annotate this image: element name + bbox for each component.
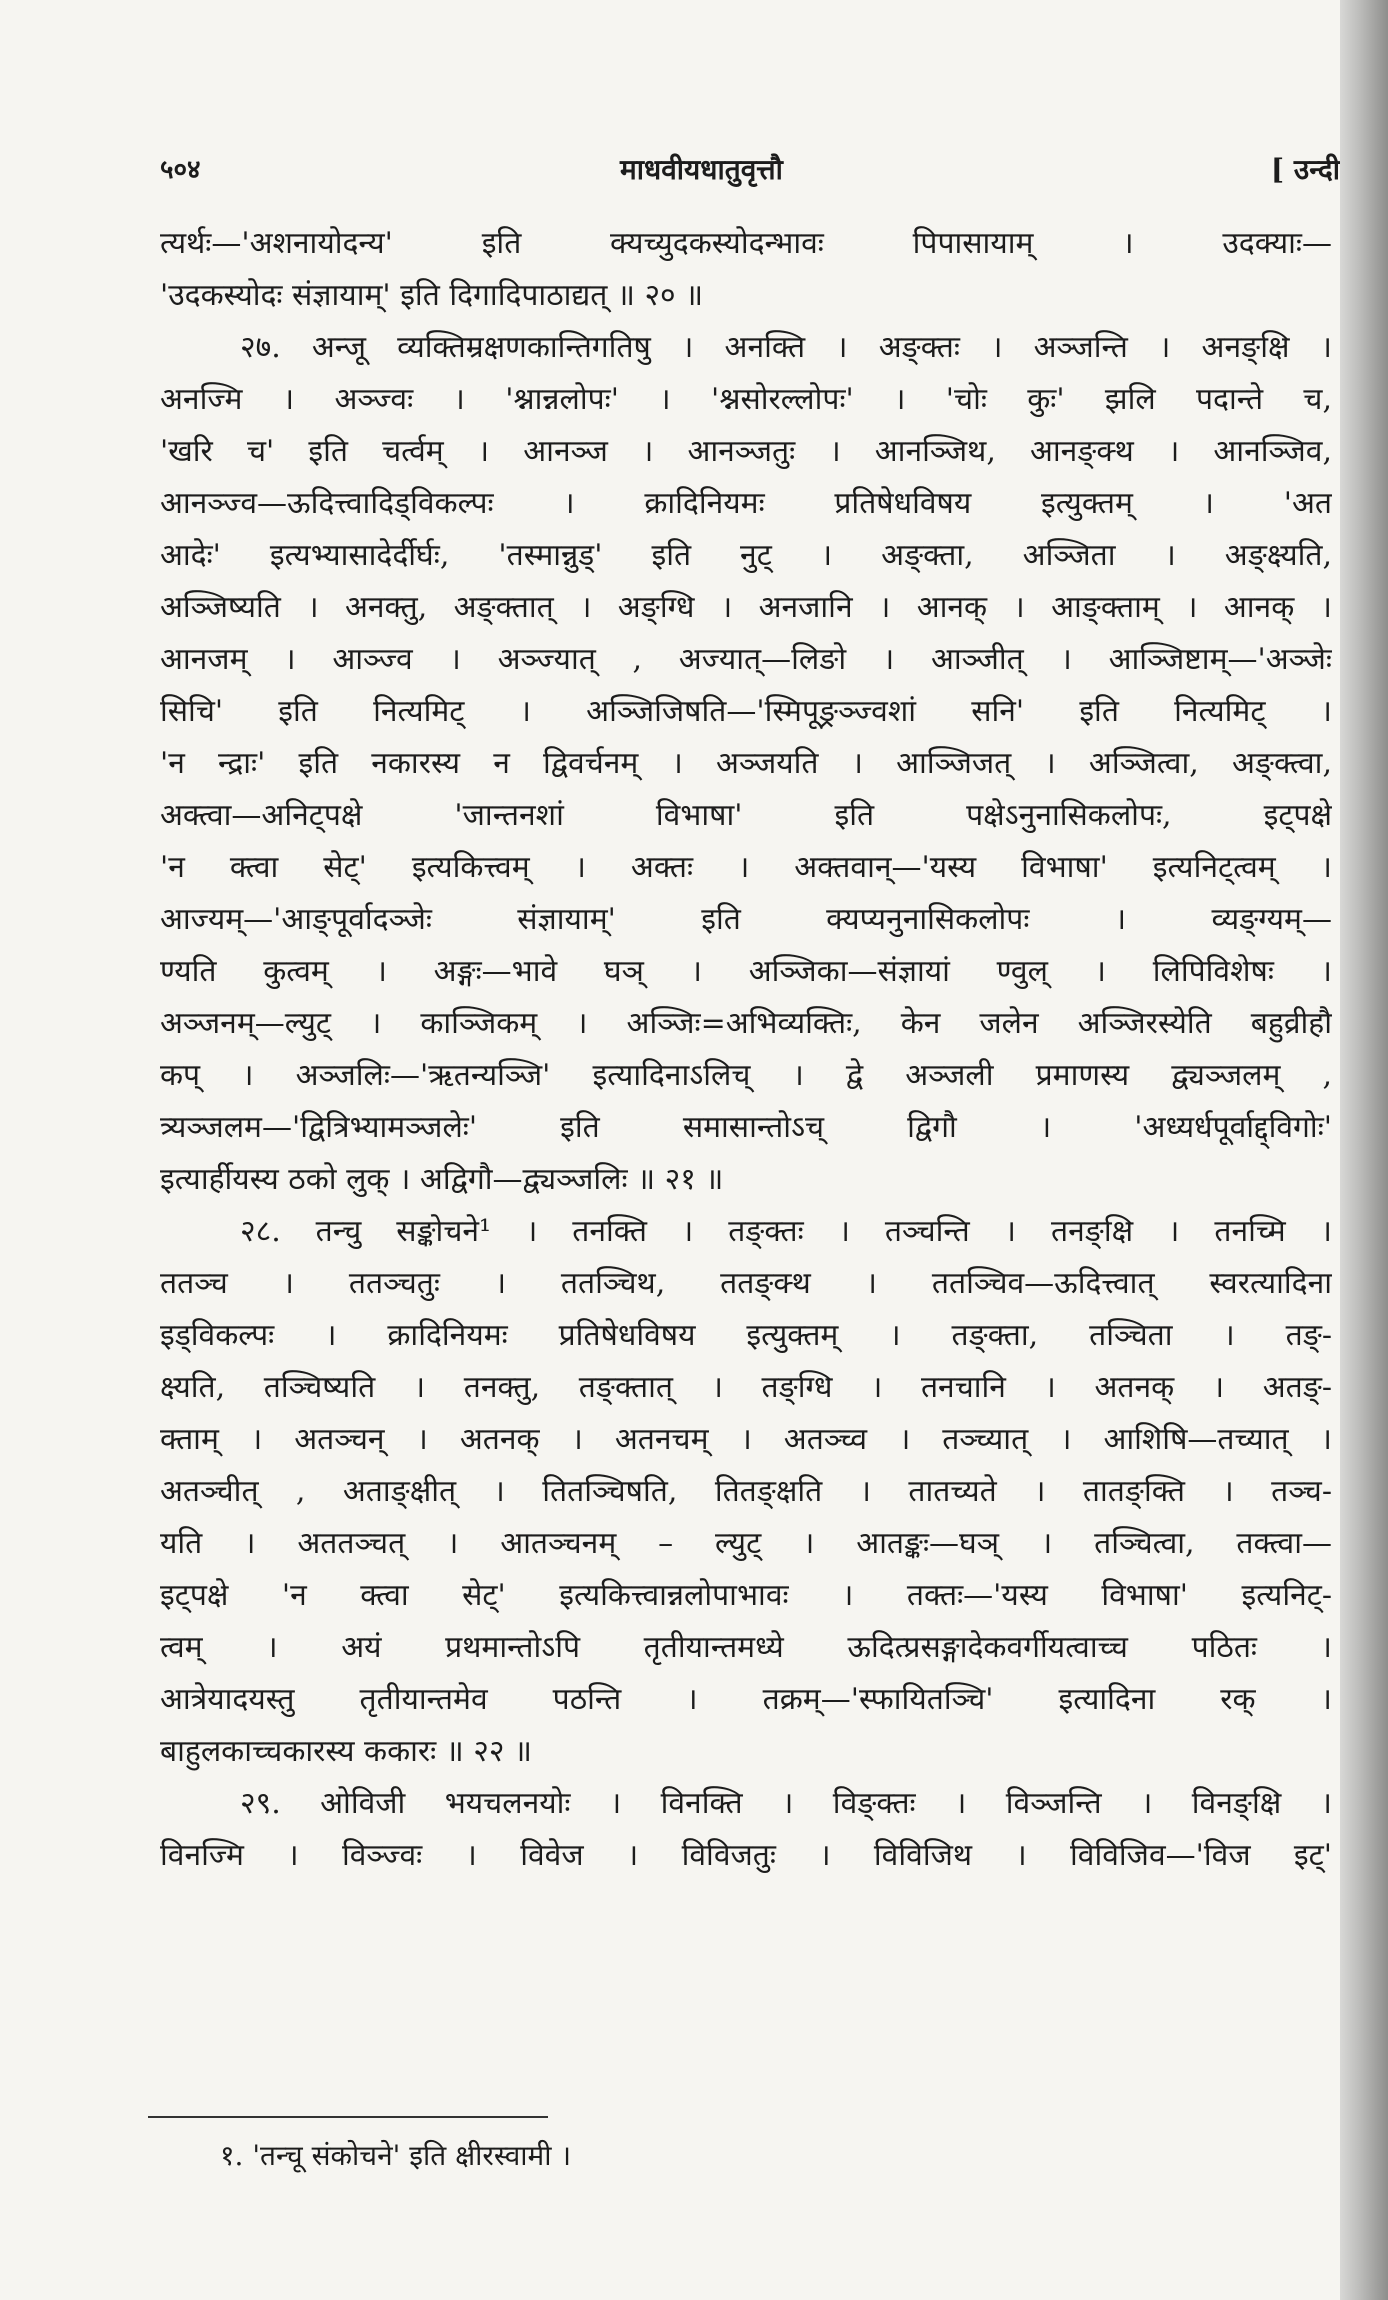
text-line: सिचि' इति नित्यमिट् । अञ्जिजिषति—'स्मिपूङ्रञ्ज्वशां सनि' इति नित्यमिट् ।: [160, 694, 1332, 729]
text-line: ततञ्च । ततञ्चतुः । ततञ्चिथ, ततङ्क्थ । ततञ्चिव—ऊदित्त्वात् स्वरत्यादिना: [160, 1266, 1332, 1301]
text-line: ण्यति कुत्वम् । अङ्गः—भावे घञ् । अञ्जिका—संज्ञायां ण्वुल् । लिपिविशेषः ।: [160, 954, 1332, 989]
text-line: 'खरि च' इति चर्त्वम् । आनञ्ज । आनञ्जतुः । आनञ्जिथ, आनङ्क्थ । आनञ्जिव,: [160, 434, 1332, 469]
section-marker: [ उन्दी: [1270, 153, 1340, 186]
text-line: बाहुलकाच्चकारस्य ककारः ॥ २२ ॥: [160, 1734, 532, 1769]
text-line: आनञ्ज्व—ऊदित्त्वादिड्विकल्पः । क्रादिनियमः प्रतिषेधविषय इत्युक्तम् । 'अत: [160, 486, 1332, 521]
page-header: [160, 150, 1340, 194]
text-line: आनजम् । आञ्ज्व । अञ्ज्यात् , अज्यात्—लिङो । आञ्जीत् । आञ्जिष्टाम्—'अञ्जेः: [160, 642, 1332, 677]
text-line: विनज्मि । विञ्ज्वः । विवेज । विविजतुः । विविजिथ । विविजिव—'विज इट्': [160, 1838, 1332, 1873]
text-line: 'न क्त्वा सेट्' इत्यकित्त्वम् । अक्तः । अक्तवान्—'यस्य विभाषा' इत्यनिट्त्वम् ।: [160, 850, 1332, 885]
text-line: आदेः' इत्यभ्यासादेर्दीर्घः, 'तस्मान्नुड्' इति नुट् । अङ्क्ता, अञ्जिता । अङ्क्ष्यति,: [160, 538, 1332, 573]
footnote: १. 'तन्चू संकोचने' इति क्षीरस्वामी ।: [220, 2139, 572, 2172]
main-text: [160, 218, 1332, 1882]
text-line: क्ताम् । अतञ्चन् । अतनक् । अतनचम् । अतञ्च्व । तञ्च्यात् । आशिषि—तच्यात् ।: [160, 1422, 1332, 1457]
book-gutter-shadow: [1340, 0, 1388, 2300]
text-line: त्यर्थः—'अशनायोदन्य' इति क्यच्युदकस्योदन्भावः पिपासायाम् । उदक्याः—: [160, 226, 1332, 261]
text-line: इत्यार्हीयस्य ठको लुक् । अद्विगौ—द्व्यञ्जलिः ॥ २१ ॥: [160, 1162, 724, 1197]
text-line: 'न न्द्राः' इति नकारस्य न द्विवर्चनम् । अञ्जयति । आञ्जिजत् । अञ्जित्वा, अङ्क्त्वा,: [160, 746, 1332, 781]
text-line: क्ष्यति, तञ्चिष्यति । तनक्तु, तङ्क्तात् । तङ्ग्धि । तनचानि । अतनक् । अतङ्-: [160, 1370, 1332, 1405]
text-line: 'उदकस्योदः संज्ञायाम्' इति दिगादिपाठाद्यत् ॥ २० ॥: [160, 278, 704, 313]
text-line: अतञ्चीत् , अताङ्क्षीत् । तितञ्चिषति, तितङ्क्षति । तातच्यते । तातङ्क्ति । तञ्च-: [160, 1474, 1332, 1509]
text-line: अनज्मि । अञ्ज्वः । 'श्नान्नलोपः' । 'श्नसोरल्लोपः' । 'चोः कुः' झलि पदान्ते च,: [160, 382, 1332, 417]
page-number: ५०४: [160, 155, 201, 185]
running-title: माधवीयधातुवृत्तौ: [620, 153, 783, 186]
text-line: त्वम् । अयं प्रथमान्तोऽपि तृतीयान्तमध्ये ऊदित्प्रसङ्गादेकवर्गीयत्वाच्च पठितः ।: [160, 1630, 1332, 1665]
text-line: अञ्जनम्—ल्युट् । काञ्जिकम् । अञ्जिः=अभिव्यक्तिः, केन जलेन अञ्जिरस्येति बहुव्रीहौ: [160, 1006, 1332, 1041]
text-line: इट्पक्षे 'न क्त्वा सेट्' इत्यकित्त्वान्नलोपाभावः । तक्तः—'यस्य विभाषा' इत्यनिट्-: [160, 1578, 1332, 1613]
entry-28-heading: २८. तन्चु सङ्कोचने¹ । तनक्ति । तङ्क्तः । तञ्चन्ति । तनङ्क्षि । तनच्मि ।: [240, 1214, 1332, 1249]
text-line: त्र्यञ्जलम—'द्वित्रिभ्यामञ्जलेः' इति समासान्तोऽच् द्विगौ । 'अध्यर्धपूर्वाद्द्विगोः': [160, 1110, 1332, 1145]
text-line: अक्त्वा—अनिट्पक्षे 'जान्तनशां विभाषा' इति पक्षेऽनुनासिकलोपः, इट्पक्षे: [160, 798, 1332, 833]
entry-29-heading: २९. ओविजी भयचलनयोः । विनक्ति । विङ्क्तः । विञ्जन्ति । विनङ्क्षि ।: [240, 1786, 1332, 1821]
text-line: आज्यम्—'आङ्पूर्वादञ्जेः संज्ञायाम्' इति क्यप्यनुनासिकलोपः । व्यङ्ग्यम्—: [160, 902, 1332, 937]
text-line: आत्रेयादयस्तु तृतीयान्तमेव पठन्ति । तक्रम्—'स्फायितञ्चि' इत्यादिना रक् ।: [160, 1682, 1332, 1717]
text-line: इड्विकल्पः । क्रादिनियमः प्रतिषेधविषय इत्युक्तम् । तङ्क्ता, तञ्चिता । तङ्-: [160, 1318, 1332, 1353]
text-line: कप् । अञ्जलिः—'ऋतन्यञ्जि' इत्यादिनाऽलिच् । द्वे अञ्जली प्रमाणस्य द्व्यञ्जलम् ,: [160, 1058, 1332, 1093]
text-line: अञ्जिष्यति । अनक्तु, अङ्क्तात् । अङ्ग्धि । अनजानि । आनक् । आङ्क्ताम् । आनक् ।: [160, 590, 1332, 625]
footnote-divider: [148, 2116, 548, 2118]
text-line: यति । अततञ्चत् । आतञ्चनम् – ल्युट् । आतङ्कः—घञ् । तञ्चित्वा, तक्त्वा—: [160, 1526, 1332, 1561]
entry-27-heading: २७. अन्जू व्यक्तिम्रक्षणकान्तिगतिषु । अनक्ति । अङ्क्तः । अञ्जन्ति । अनङ्क्षि ।: [240, 330, 1332, 365]
